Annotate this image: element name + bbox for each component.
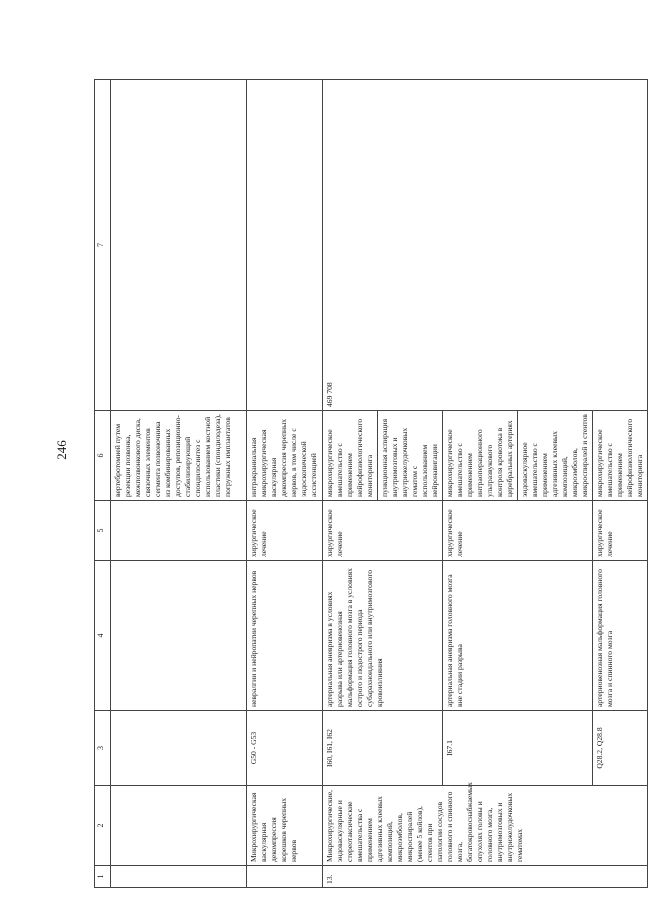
rotated-table-container [94,80,645,888]
table-row [323,80,443,888]
cost-cell: 469 708 [323,80,648,411]
column-number: 3 [95,711,111,786]
page-number: 246 [54,440,69,460]
cost-cell [247,80,323,411]
treatment-method-cell [323,411,443,501]
row-number-cell: 13. [323,866,648,888]
icd-code-cell: G50 - G53 [247,711,323,786]
icd-code-cell [111,711,247,786]
column-number: 6 [95,411,111,501]
treatment-method-cell [443,411,593,501]
icd-code-cell: I60, I61, I62 [323,711,443,786]
treatment-type-cell: хирургическое лечение [443,501,593,561]
column-number: 4 [95,561,111,711]
treatment-method-item: микрохирургическое вмешательство с применением интраоперационного ультразвукового контроля кровотока в церебральных артериях [445,420,515,497]
row-number-cell [247,866,323,888]
treatment-method-cell: микрохирургическое вмешательство с применением нейрофизиологического мониторинга [593,411,648,501]
table-row [247,80,323,888]
patient-model-cell [111,561,247,711]
column-number: 1 [95,866,111,888]
care-type-cell [111,786,247,866]
patient-model-cell: артериальная аневризма в условиях разрыва или артериовенозная мальформация головного мозга в условиях острого и подострого периода субарахноидального или внутримозгового кровоизлияния [323,561,443,711]
medical-care-table [94,79,648,888]
row-number-cell [111,866,247,888]
patient-model-cell: невралгии и нейропатии черепных нервов [247,561,323,711]
cost-cell [111,80,247,411]
care-type-cell: Микрохирургическая васкулярная декомпрессия корешков черепных нервов [247,786,323,866]
treatment-type-cell: хирургическое лечение [593,501,648,561]
column-number: 5 [95,501,111,561]
treatment-method-cell: интракраниальная микрохирургическая васкулярная декомпрессия черепных нервов, в том числе с эндоскопической ассистенцией [247,411,323,501]
icd-code-cell: Q28.2, Q28.8 [593,711,648,786]
treatment-type-cell: хирургическое лечение [247,501,323,561]
patient-model-cell: артериальная аневризма головного мозга вне стадии разрыва [443,561,593,711]
column-number: 7 [95,80,111,411]
icd-code-cell: I67.1 [443,711,593,786]
treatment-method-cell: вертебротомией путем резекции позвонка, межпозвонкового диска, связочных элементов сегмента позвоночника из комбинированных доступов, репозиционно-стабилизирующий спондилосинтез с использованием костной пластики (спондилодеза), погружных имплантатов [111,411,247,501]
patient-model-cell: артериовенозная мальформация головного мозга и спинного мозга [593,561,648,711]
treatment-method-item: эндоваскулярное вмешательство с применением адгезивных клеевых композиций, микроэмболов, микроспиралей и стентов [517,411,590,500]
column-number: 2 [95,786,111,866]
treatment-method-item: микрохирургическое вмешательство с применением нейрофизиологического мониторинга [325,418,375,497]
treatment-method-item: пункционная аспирация внутримозговых и внутрижелудочковых гематом с использованием нейронавигации [377,411,440,500]
column-number-row [95,80,111,888]
treatment-type-cell [111,501,247,561]
treatment-type-cell: хирургическое лечение [323,501,443,561]
care-type-cell: Микрохирургические, эндоваскулярные и стереотаксические вмешательства с применением адгезивных клеевых композиций, микроэмболов, микроспиралей (менее 5 койлов), стентов при патологии сосудов головного и спинного мозга, богатокровоснабжаемых опухолях головы и головного мозга, внутримозговых и внутрижелудочковых гематомах [323,786,648,866]
table-row [111,80,247,888]
